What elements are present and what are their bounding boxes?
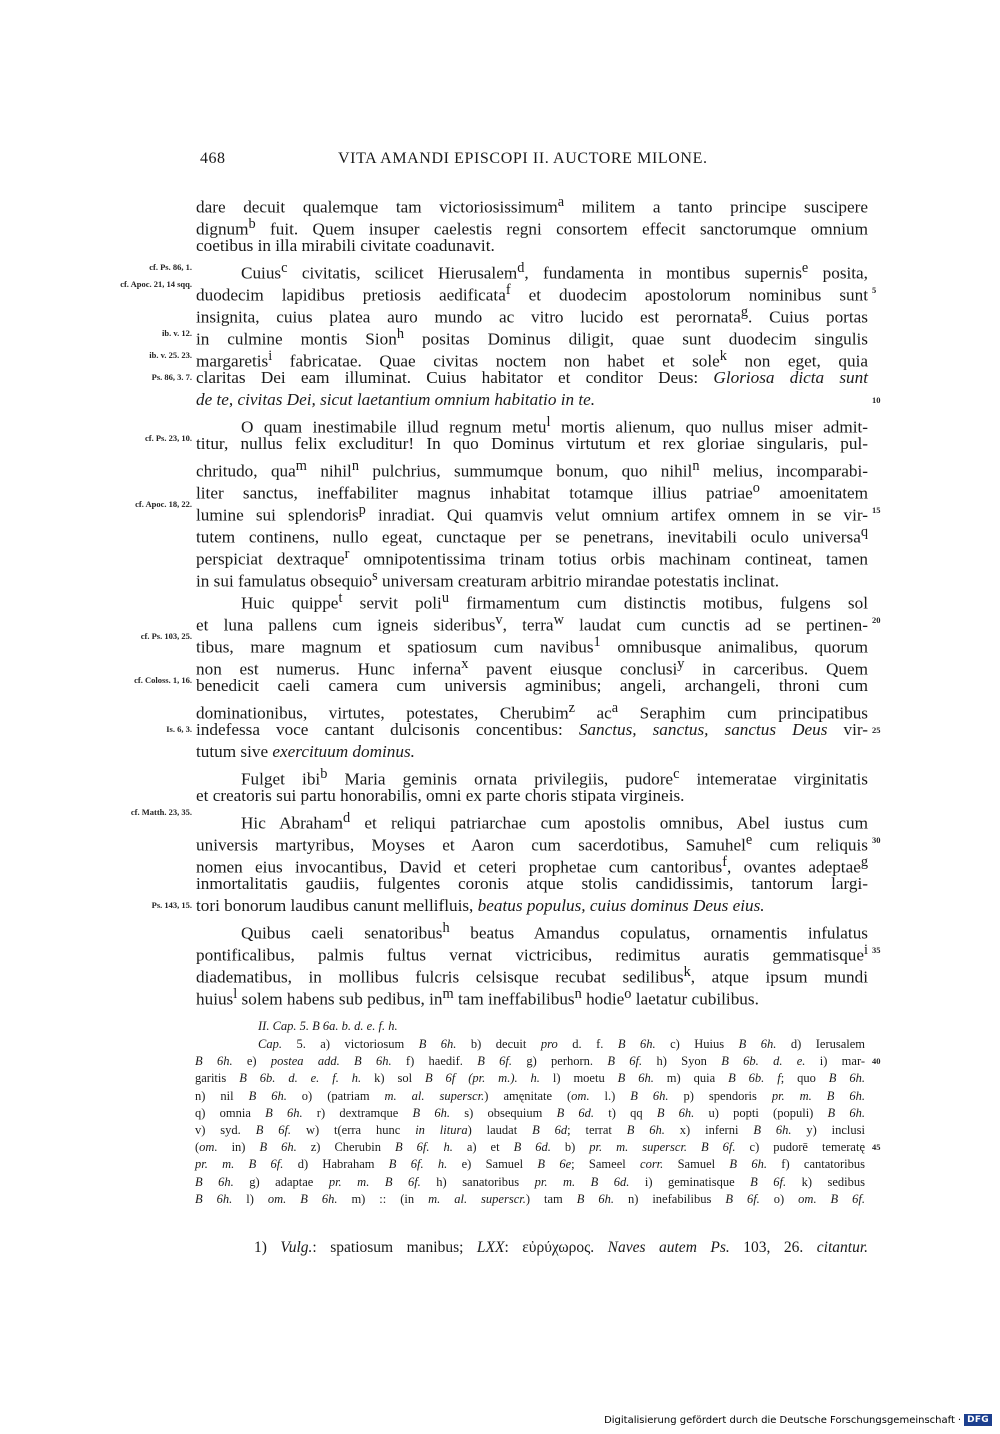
text-line bbox=[0, 609, 1000, 635]
line-text: Hic Abraham$^d$ et reliqui patriarchae cum apostolis omnibus, Abel iustus cum bbox=[241, 810, 868, 833]
line-number: 5 bbox=[872, 285, 877, 295]
line-text: nomen eius invocantibus, David et ceteri prophetae cum cantoribus$^f$, ovantes adeptae$^g$ bbox=[196, 854, 868, 877]
line-text: perspiciat dextraque$^r$ omnipotentissima trinam totius orbis machinam contineat, tamen bbox=[196, 546, 868, 569]
text-line bbox=[0, 631, 1000, 657]
apparatus-line bbox=[0, 1191, 1000, 1208]
text-line bbox=[0, 829, 1000, 855]
line-text: de te, civitas Dei, sicut laetantium omnium habitatio in te. bbox=[196, 390, 596, 409]
line-number: 40 bbox=[872, 1056, 881, 1067]
marginal-reference: Is. 6, 3. bbox=[166, 724, 192, 734]
text-line bbox=[0, 587, 1000, 613]
line-text: claritas Dei eam illuminat. Cuius habitator et conditor Deus: Gloriosa dicta sunt bbox=[196, 368, 868, 387]
marginal-reference: Ps. 86, 3. 7. bbox=[151, 372, 192, 382]
text-line bbox=[0, 895, 1000, 917]
apparatus-text: B 6h. l) om. B 6h. m) :: (in m. al. superscr.) tam B 6h. n) inefabilibus B 6f. o) om. B 6f. bbox=[195, 1191, 866, 1206]
text-line bbox=[0, 873, 1000, 895]
line-text: pontificalibus, palmis fultus vernat victricibus, redimitus auratis gemmatisque$^i$ bbox=[196, 942, 868, 965]
text-line bbox=[0, 653, 1000, 679]
text-line bbox=[0, 983, 1000, 1009]
credit-text: Digitalisierung gefördert durch die Deutsche Forschungsgemeinschaft bbox=[604, 1414, 955, 1426]
text-line bbox=[0, 543, 1000, 569]
text-line bbox=[0, 433, 1000, 455]
text-line bbox=[0, 697, 1000, 723]
apparatus-text: B 6h. e) postea add. B 6h. f) haedif. B 6f. g) perhorn. B 6f. h) Syon B 6b. d. e. i) mar- bbox=[195, 1054, 866, 1069]
line-text: margaretis$^i$ fabricatae. Quae civitas noctem non habet et sole$^k$ non eget, quia bbox=[196, 348, 868, 371]
page-header bbox=[0, 150, 1000, 172]
line-text: dare decuit qualemque tam victoriosissimum$^a$ militem a tanto principe suscipere bbox=[196, 194, 869, 217]
text-line bbox=[0, 301, 1000, 327]
marginal-reference: cf. Matth. 23, 35. bbox=[130, 807, 192, 817]
text-line bbox=[0, 257, 1000, 283]
line-text: Quibus caeli senatoribus$^h$ beatus Amandus copulatus, ornamentis infulatus bbox=[241, 920, 868, 943]
apparatus-heading: II. Cap. 5. B 6a. b. d. e. f. h. bbox=[258, 1019, 398, 1033]
marginal-reference: cf. Apoc. 21, 14 sqq. bbox=[120, 279, 192, 289]
line-number: 20 bbox=[872, 615, 881, 625]
line-text: tori bonorum laudibus canunt mellifluis, beatus populus, cuius dominus Deus eius. bbox=[196, 896, 765, 915]
marginal-reference: cf. Coloss. 1, 16. bbox=[134, 675, 192, 685]
line-number: 30 bbox=[872, 835, 881, 845]
apparatus-line bbox=[0, 1036, 1000, 1053]
line-text: titur, nullus felix excluditur! In quo Dominus virtutum et rex gloriae singularis, pul- bbox=[196, 434, 868, 453]
text-line bbox=[0, 851, 1000, 877]
text-line bbox=[0, 345, 1000, 371]
marginal-reference: cf. Ps. 23, 10. bbox=[145, 433, 192, 443]
apparatus-line bbox=[0, 1122, 1000, 1139]
line-text: inmortalitatis gaudiis, fulgentes coronis atque stolis candidissimis, tantorum largi- bbox=[196, 874, 868, 893]
line-text: tutem continens, nullo egeat, cunctaque per se penetrans, inevitabili oculo universa$^q$ bbox=[196, 524, 868, 547]
apparatus-text: v) syd. B 6f. w) t(erra hunc in litura) laudat B 6d; terrat B 6h. x) inferni B 6h. y) inclusi bbox=[195, 1123, 865, 1137]
line-number: 35 bbox=[872, 945, 881, 955]
line-text: lumine sui splendoris$^p$ inradiat. Qui quamvis velut omnium artifex omnem in se vir- bbox=[196, 502, 868, 525]
text-line bbox=[0, 807, 1000, 833]
text-line bbox=[0, 389, 1000, 411]
line-text: duodecim lapidibus pretiosis aedificata$^f$ et duodecim apostolorum nominibus sunt bbox=[196, 282, 868, 305]
line-text: dignum$^b$ fuit. Quem insuper caelestis regni consortem effecit sanctorumque omnium bbox=[196, 216, 868, 239]
text-line bbox=[0, 323, 1000, 349]
marginal-reference: cf. Ps. 86, 1. bbox=[149, 262, 192, 272]
credit-separator: · bbox=[957, 1414, 962, 1426]
line-text: insignita, cuius platea auro mundo ac vitro lucido est perornata$^g$. Cuius portas bbox=[196, 304, 868, 327]
apparatus-line bbox=[0, 1139, 1000, 1156]
footnote: 1) Vulg.: spatiosum manibus; LXX: εὐρύχωρος. Naves autem Ps. 103, 26. citantur. bbox=[254, 1239, 869, 1256]
marginal-reference: cf. Ps. 103, 25. bbox=[140, 631, 192, 641]
apparatus-text: Cap. 5. a) victoriosum B 6h. b) decuit pro d. f. B 6h. c) Huius B 6h. d) Ierusalem bbox=[258, 1037, 866, 1051]
apparatus-text: garitis B 6b. d. e. f. h. k) sol B 6f (pr. m.). h. l) moetu B 6h. m) quia B 6b. f; quo B 6h. bbox=[195, 1071, 865, 1086]
line-text: et luna pallens cum igneis sideribus$^v$, terra$^w$ laudat cum cunctis ad se pertinen- bbox=[196, 612, 868, 635]
line-text: chritudo, qua$^m$ nihil$^n$ pulchrius, summumque bonum, quo nihil$^n$ melius, incomparabi- bbox=[196, 458, 868, 481]
text-line bbox=[0, 917, 1000, 943]
text-line bbox=[0, 521, 1000, 547]
text-line bbox=[0, 235, 1000, 257]
line-text: Fulget ibi$^b$ Maria geminis ornata privilegiis, pudore$^c$ intemeratae virginitatis bbox=[241, 766, 868, 789]
apparatus-line bbox=[0, 1088, 1000, 1105]
text-line bbox=[0, 785, 1000, 807]
apparatus-text: n) nil B 6h. o) (patriam m. al. superscr.) amęnitate (om. l.) B 6h. p) spendoris pr. m. B 6h. bbox=[195, 1088, 866, 1103]
text-line bbox=[0, 763, 1000, 789]
dfg-logo: DFG bbox=[964, 1414, 992, 1426]
apparatus-line bbox=[0, 1156, 1000, 1173]
line-text: tutum sive exercituum dominus. bbox=[196, 742, 415, 761]
apparatus-line bbox=[0, 1070, 1000, 1087]
apparatus-line bbox=[0, 1174, 1000, 1191]
marginal-reference: cf. Apoc. 18, 22. bbox=[135, 499, 192, 509]
line-text: Huic quippe$^t$ servit poli$^u$ firmamentum cum distinctis motibus, fulgens sol bbox=[241, 590, 868, 613]
line-text: tibus, mare magnum et spatiosum cum navibus$^1$ omnibusque animalibus, quorum bbox=[196, 634, 868, 657]
apparatus-line bbox=[0, 1053, 1000, 1070]
line-number: 25 bbox=[872, 725, 881, 735]
text-line bbox=[0, 499, 1000, 525]
apparatus-text: q) omnia B 6h. r) dextramque B 6h. s) obsequium B 6d. t) qq B 6h. u) popti (populi) B 6h. bbox=[195, 1105, 866, 1120]
apparatus-text: (om. in) B 6h. z) Cherubin B 6f. h. a) et B 6d. b) pr. m. superscr. B 6f. c) pudorē temeratę bbox=[195, 1140, 865, 1155]
text-line bbox=[0, 719, 1000, 741]
line-text: benedicit caeli camera cum universis agminibus; angeli, archangeli, throni cum bbox=[196, 676, 868, 695]
line-number: 10 bbox=[872, 395, 881, 405]
text-line bbox=[0, 961, 1000, 987]
line-text: huius$^l$ solem habens sub pedibus, $in^m$ tam ineffabilibus$^n$ hodie$^o$ laetatur cubilibus. bbox=[196, 986, 759, 1009]
marginal-reference: ib. v. 25. 23. bbox=[149, 350, 192, 360]
apparatus-line bbox=[0, 1105, 1000, 1122]
marginal-reference: ib. v. 12. bbox=[162, 328, 192, 338]
line-text: dominationibus, virtutes, potestates, Cherubim$^z$ $ac^a$ Seraphim cum principatibus bbox=[196, 700, 868, 723]
line-number: 15 bbox=[872, 505, 881, 515]
text-line bbox=[0, 367, 1000, 389]
line-text: diadematibus, in mollibus fulcris celsisque recubat sedilibus$^k$, atque ipsum mundi bbox=[196, 964, 868, 987]
text-line bbox=[0, 675, 1000, 697]
line-text: Cuius$^c$ civitatis, scilicet Hierusalem$^d$, fundamenta in montibus supernis$^e$ posita, bbox=[241, 260, 868, 283]
text-line bbox=[0, 279, 1000, 305]
running-title: VITA AMANDI EPISCOPI II. AUCTORE MILONE. bbox=[338, 150, 708, 167]
text-line bbox=[0, 191, 1000, 217]
digitization-credit bbox=[604, 1414, 992, 1426]
line-text: non est numerus. Hunc inferna$^x$ pavent eiusque conclusi$^y$ in carceribus. Quem bbox=[196, 656, 868, 679]
marginal-reference: Ps. 143, 15. bbox=[151, 900, 192, 910]
line-text: in sui famulatus obsequio$^s$ universam creaturam arbitrio mirandae potestatis inclinat. bbox=[196, 568, 780, 591]
text-line bbox=[0, 939, 1000, 965]
text-line bbox=[0, 213, 1000, 239]
line-text: indefessa voce cantant dulcisonis concentibus: Sanctus, sanctus, sanctus Deus vir- bbox=[196, 720, 868, 739]
apparatus-text: pr. m. B 6f. d) Habraham B 6f. h. e) Samuel B 6e; Sameel corr. Samuel B 6h. f) cantatoribus bbox=[195, 1157, 866, 1172]
line-number: 45 bbox=[872, 1142, 881, 1153]
text-line bbox=[0, 741, 1000, 763]
text-line bbox=[0, 455, 1000, 481]
apparatus-text: B 6h. g) adaptae pr. m. B 6f. h) sanatoribus pr. m. B 6d. i) geminatisque B 6f. k) sedibus bbox=[195, 1174, 866, 1189]
text-line bbox=[0, 565, 1000, 591]
page-number: 468 bbox=[200, 150, 226, 167]
text-line bbox=[0, 411, 1000, 437]
line-text: coetibus in illa mirabili civitate coadunavit. bbox=[196, 236, 495, 255]
line-text: et creatoris sui partu honorabilis, omni ex parte choris stipata virgineis. bbox=[196, 786, 685, 805]
text-line bbox=[0, 477, 1000, 503]
line-text: in culmine montis Sion$^h$ positas Dominus diligit, quae sunt duodecim singulis bbox=[196, 326, 868, 349]
line-text: O quam inestimabile illud regnum metu$^l$ mortis alienum, quo nullus miser admit- bbox=[241, 414, 868, 437]
line-text: liter sanctus, ineffabiliter magnus inhabitat totamque illius patriae$^o$ amoenitatem bbox=[196, 480, 868, 503]
line-text: universis martyribus, Moyses et Aaron cum sacerdotibus, Samuhel$^e$ cum reliquis bbox=[196, 832, 868, 855]
